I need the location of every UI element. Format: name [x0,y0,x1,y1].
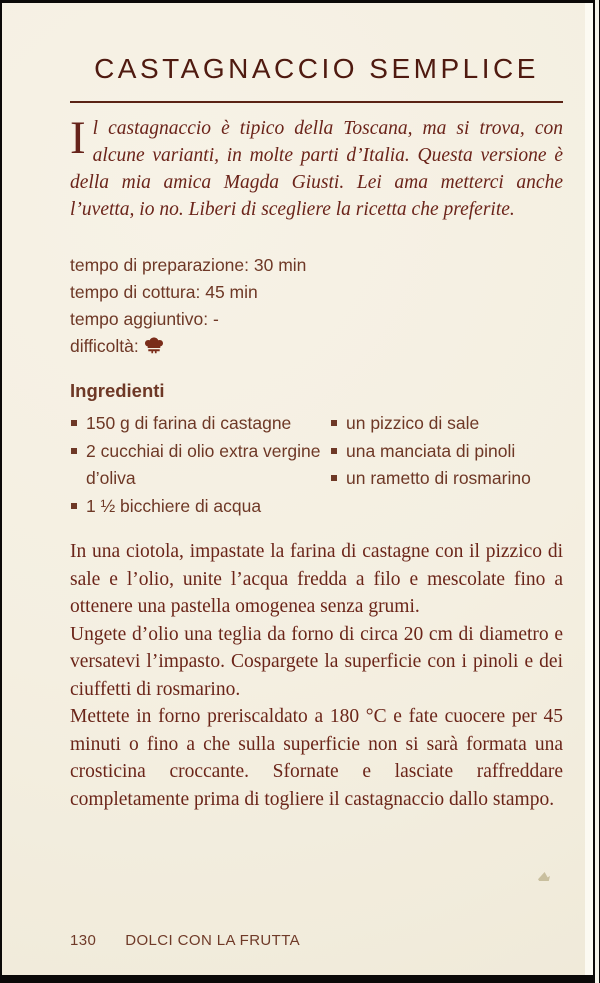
extra-time: tempo aggiuntivo: - [70,309,219,329]
list-item [70,410,330,438]
cook-time: tempo di cottura: 45 min [70,282,258,302]
book-page [2,3,585,975]
bullet-square-icon [71,448,77,454]
bullet-square-icon [71,503,77,509]
ingredient-text: un rametto di rosmarino [346,468,531,488]
bullet-square-icon [71,420,77,426]
ingredient-text: 2 cucchiai di olio extra vergine d’oliva [86,440,321,488]
title-divider [70,101,563,103]
ingredients-list [70,410,563,520]
difficulty-label: difficoltà: [70,336,139,356]
list-item [330,465,563,493]
ingredient-text: un pizzico di sale [346,413,480,433]
section-title: DOLCI CON LA FRUTTA [125,932,301,949]
ingredient-text: 1 ½ bicchiere di acqua [86,495,262,516]
intro-paragraph [70,112,563,223]
preparation-steps [70,538,563,813]
step-paragraph: Ungete d’olio una teglia da forno di circa 20 cm di diametro e versatevi l’impasto. Cospargete la superficie con i pinoli e dei ciuffetti di rosmarino. [70,623,563,700]
ingredients-column-right [330,410,563,520]
ingredient-text: 150 g di farina di castagne [86,413,292,433]
bullet-square-icon [331,475,337,481]
bullet-square-icon [331,420,337,426]
list-item [330,438,563,466]
chef-hat-icon [144,337,164,354]
bullet-square-icon [331,448,337,454]
ingredient-text: una manciata di pinoli [346,440,516,461]
page-number: 130 [70,932,97,949]
prep-time: tempo di preparazione: 30 min [70,255,307,275]
scan-page-edge [595,0,599,983]
recipe-content [2,3,585,813]
recipe-meta [70,252,563,360]
step-paragraph: Mettete in forno preriscaldato a 180 °C e fate cuocere per 45 minuti o fino a che sulla superficie non si sarà formata una crosticina croccante. Sfornate e lasciate raffreddare completamente prima di togliere il castagnaccio dallo stampo. [70,706,563,810]
ingredients-column-left [70,410,330,520]
list-item [70,438,330,493]
intro-text: l castagnaccio è tipico della Toscana, ma si trova, con alcune varianti, in molte parti d’Italia. Questa versione è della mia amica Magda Giusti. Lei ama metterci anche l’uvetta, io no. Liberi di scegliere la ricetta che preferite. [70,118,563,220]
scan-page-edge [585,3,593,975]
drop-cap: I [70,112,86,164]
difficulty-line [70,333,563,360]
list-item [330,410,563,438]
ink-smudge [538,872,550,881]
page-footer [70,932,300,949]
ingredients-heading: Ingredienti [70,380,165,401]
list-item [70,493,330,521]
recipe-title: CASTAGNACCIO SEMPLICE [94,53,539,84]
step-paragraph: In una ciotola, impastate la farina di castagne con il pizzico di sale e l’olio, unite l’acqua fredda a filo e mescolate fino a ottenere una pastella omogenea senza grumi. [70,541,563,617]
